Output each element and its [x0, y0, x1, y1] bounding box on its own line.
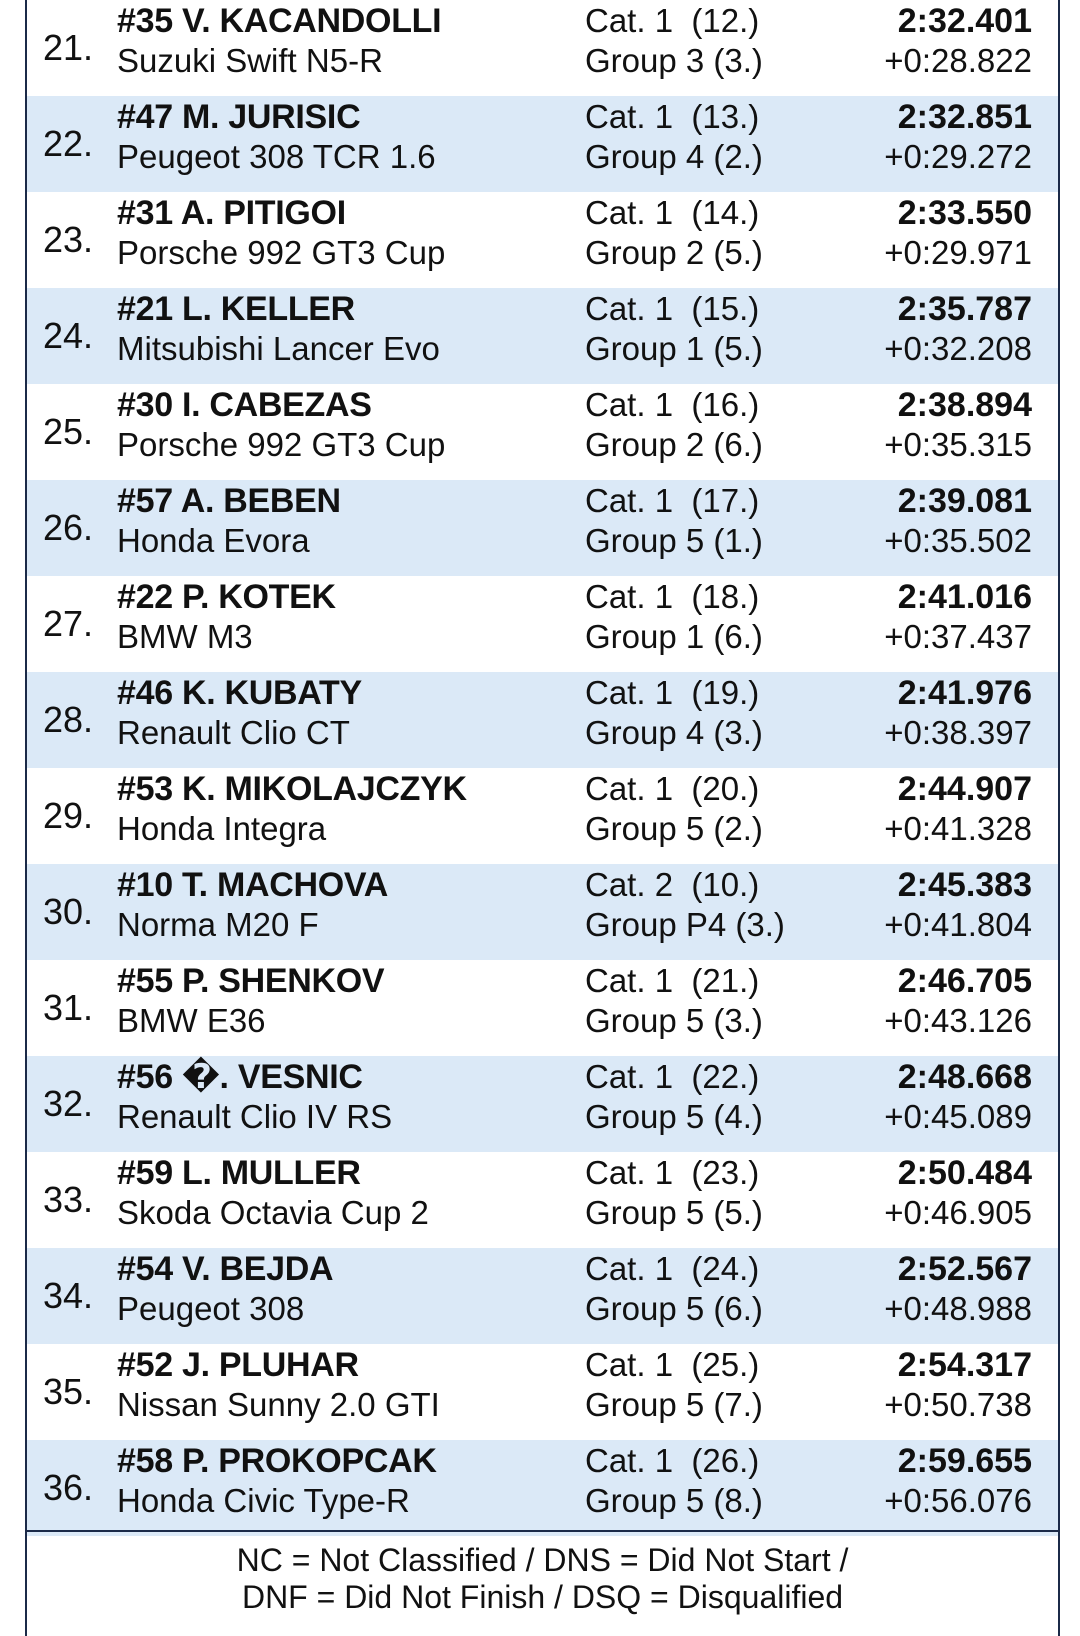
result-row — [27, 0, 1058, 96]
category-rank: Cat. 1 (12.) — [585, 2, 760, 39]
legend-line-1: NC = Not Classified / DNS = Did Not Start / — [236, 1542, 849, 1578]
car-model: Porsche 992 GT3 Cup — [117, 234, 446, 271]
position-number: 29. — [43, 795, 94, 836]
result-row — [27, 192, 1058, 288]
category-rank: Cat. 1 (18.) — [585, 578, 760, 615]
position-number: 28. — [43, 699, 94, 740]
gap-to-leader: +0:48.988 — [884, 1290, 1032, 1327]
group-rank: Group 4 (3.) — [585, 714, 763, 751]
group-rank: Group 2 (5.) — [585, 234, 763, 271]
car-model: BMW E36 — [117, 1002, 266, 1039]
lap-time: 2:39.081 — [897, 482, 1032, 520]
result-row — [27, 288, 1058, 384]
driver-name: #35 V. KACANDOLLI — [117, 2, 442, 40]
lap-time: 2:32.401 — [897, 2, 1032, 40]
car-model: Nissan Sunny 2.0 GTI — [117, 1386, 440, 1423]
category-rank: Cat. 1 (14.) — [585, 194, 760, 231]
driver-name: #30 I. CABEZAS — [117, 386, 372, 424]
car-model: Renault Clio IV RS — [117, 1098, 393, 1135]
group-rank: Group 1 (6.) — [585, 618, 763, 655]
position-number: 32. — [43, 1083, 94, 1124]
result-row — [27, 1344, 1058, 1440]
group-rank: Group 5 (8.) — [585, 1482, 763, 1519]
driver-name: #10 T. MACHOVA — [117, 866, 389, 904]
group-rank: Group 5 (2.) — [585, 810, 763, 847]
result-row — [27, 960, 1058, 1056]
position-number: 26. — [43, 507, 94, 548]
driver-name: #58 P. PROKOPCAK — [117, 1442, 437, 1480]
category-rank: Cat. 1 (20.) — [585, 770, 760, 807]
gap-to-leader: +0:50.738 — [884, 1386, 1032, 1423]
car-model: Mitsubishi Lancer Evo — [117, 330, 440, 367]
driver-name: #59 L. MULLER — [117, 1154, 361, 1192]
car-model: Skoda Octavia Cup 2 — [117, 1194, 429, 1231]
driver-name: #53 K. MIKOLAJCZYK — [117, 770, 467, 808]
gap-to-leader: +0:29.272 — [884, 138, 1032, 175]
gap-to-leader: +0:41.328 — [884, 810, 1032, 847]
category-rank: Cat. 1 (25.) — [585, 1346, 760, 1383]
lap-time: 2:45.383 — [897, 866, 1032, 904]
group-rank: Group P4 (3.) — [585, 906, 785, 943]
group-rank: Group 2 (6.) — [585, 426, 763, 463]
car-model: Peugeot 308 — [117, 1290, 305, 1327]
gap-to-leader: +0:29.971 — [884, 234, 1032, 271]
lap-time: 2:35.787 — [897, 290, 1032, 328]
position-number: 33. — [43, 1179, 94, 1220]
group-rank: Group 3 (3.) — [585, 42, 763, 79]
car-model: Renault Clio CT — [117, 714, 350, 751]
position-number: 25. — [43, 411, 94, 452]
lap-time: 2:38.894 — [897, 386, 1032, 424]
group-rank: Group 4 (2.) — [585, 138, 763, 175]
result-row — [27, 864, 1058, 960]
gap-to-leader: +0:35.502 — [884, 522, 1032, 559]
result-row — [27, 768, 1058, 864]
position-number: 22. — [43, 123, 94, 164]
car-model: Honda Integra — [117, 810, 327, 847]
gap-to-leader: +0:56.076 — [884, 1482, 1032, 1519]
results-table — [27, 0, 1058, 1536]
driver-name: #47 M. JURISIC — [117, 98, 361, 136]
category-rank: Cat. 1 (15.) — [585, 290, 760, 327]
result-row — [27, 1056, 1058, 1152]
group-rank: Group 1 (5.) — [585, 330, 763, 367]
position-number: 34. — [43, 1275, 94, 1316]
result-row — [27, 576, 1058, 672]
car-model: Porsche 992 GT3 Cup — [117, 426, 446, 463]
category-rank: Cat. 2 (10.) — [585, 866, 760, 903]
category-rank: Cat. 1 (23.) — [585, 1154, 760, 1191]
group-rank: Group 5 (6.) — [585, 1290, 763, 1327]
results-sheet — [25, 0, 1060, 1636]
position-number: 31. — [43, 987, 94, 1028]
driver-name: #21 L. KELLER — [117, 290, 355, 328]
gap-to-leader: +0:28.822 — [884, 42, 1032, 79]
position-number: 27. — [43, 603, 94, 644]
category-rank: Cat. 1 (19.) — [585, 674, 760, 711]
group-rank: Group 5 (7.) — [585, 1386, 763, 1423]
result-row — [27, 96, 1058, 192]
driver-name: #52 J. PLUHAR — [117, 1346, 359, 1384]
position-number: 36. — [43, 1467, 94, 1508]
position-number: 21. — [43, 27, 94, 68]
category-rank: Cat. 1 (21.) — [585, 962, 760, 999]
group-rank: Group 5 (4.) — [585, 1098, 763, 1135]
result-row — [27, 384, 1058, 480]
result-row — [27, 1440, 1058, 1536]
gap-to-leader: +0:43.126 — [884, 1002, 1032, 1039]
result-row — [27, 672, 1058, 768]
position-number: 35. — [43, 1371, 94, 1412]
position-number: 24. — [43, 315, 94, 356]
driver-name: #55 P. SHENKOV — [117, 962, 385, 1000]
category-rank: Cat. 1 (13.) — [585, 98, 760, 135]
car-model: Suzuki Swift N5-R — [117, 42, 383, 79]
lap-time: 2:48.668 — [897, 1058, 1032, 1096]
abbreviation-legend — [27, 1530, 1058, 1636]
driver-name: #22 P. KOTEK — [117, 578, 336, 616]
lap-time: 2:41.016 — [897, 578, 1032, 616]
group-rank: Group 5 (1.) — [585, 522, 763, 559]
car-model: Honda Evora — [117, 522, 310, 559]
gap-to-leader: +0:37.437 — [884, 618, 1032, 655]
car-model: Peugeot 308 TCR 1.6 — [117, 138, 436, 175]
driver-name: #31 A. PITIGOI — [117, 194, 346, 232]
category-rank: Cat. 1 (17.) — [585, 482, 760, 519]
result-row — [27, 1248, 1058, 1344]
category-rank: Cat. 1 (26.) — [585, 1442, 760, 1479]
driver-name: #56 �. VESNIC — [117, 1058, 363, 1096]
lap-time: 2:33.550 — [897, 194, 1032, 232]
car-model: Honda Civic Type-R — [117, 1482, 410, 1519]
gap-to-leader: +0:45.089 — [884, 1098, 1032, 1135]
category-rank: Cat. 1 (24.) — [585, 1250, 760, 1287]
position-number: 23. — [43, 219, 94, 260]
car-model: BMW M3 — [117, 618, 253, 655]
gap-to-leader: +0:38.397 — [884, 714, 1032, 751]
car-model: Norma M20 F — [117, 906, 319, 943]
category-rank: Cat. 1 (22.) — [585, 1058, 760, 1095]
driver-name: #57 A. BEBEN — [117, 482, 341, 520]
legend-line-2: DNF = Did Not Finish / DSQ = Disqualified — [241, 1579, 844, 1615]
driver-name: #54 V. BEJDA — [117, 1250, 334, 1288]
group-rank: Group 5 (3.) — [585, 1002, 763, 1039]
group-rank: Group 5 (5.) — [585, 1194, 763, 1231]
gap-to-leader: +0:46.905 — [884, 1194, 1032, 1231]
position-number: 30. — [43, 891, 94, 932]
lap-time: 2:41.976 — [897, 674, 1032, 712]
gap-to-leader: +0:35.315 — [884, 426, 1032, 463]
lap-time: 2:50.484 — [897, 1154, 1032, 1192]
lap-time: 2:59.655 — [897, 1442, 1032, 1480]
gap-to-leader: +0:41.804 — [884, 906, 1032, 943]
gap-to-leader: +0:32.208 — [884, 330, 1032, 367]
lap-time: 2:54.317 — [897, 1346, 1032, 1384]
lap-time: 2:32.851 — [897, 98, 1032, 136]
result-row — [27, 1152, 1058, 1248]
lap-time: 2:46.705 — [897, 962, 1032, 1000]
category-rank: Cat. 1 (16.) — [585, 386, 760, 423]
result-row — [27, 480, 1058, 576]
lap-time: 2:52.567 — [897, 1250, 1032, 1288]
lap-time: 2:44.907 — [897, 770, 1032, 808]
driver-name: #46 K. KUBATY — [117, 674, 362, 712]
